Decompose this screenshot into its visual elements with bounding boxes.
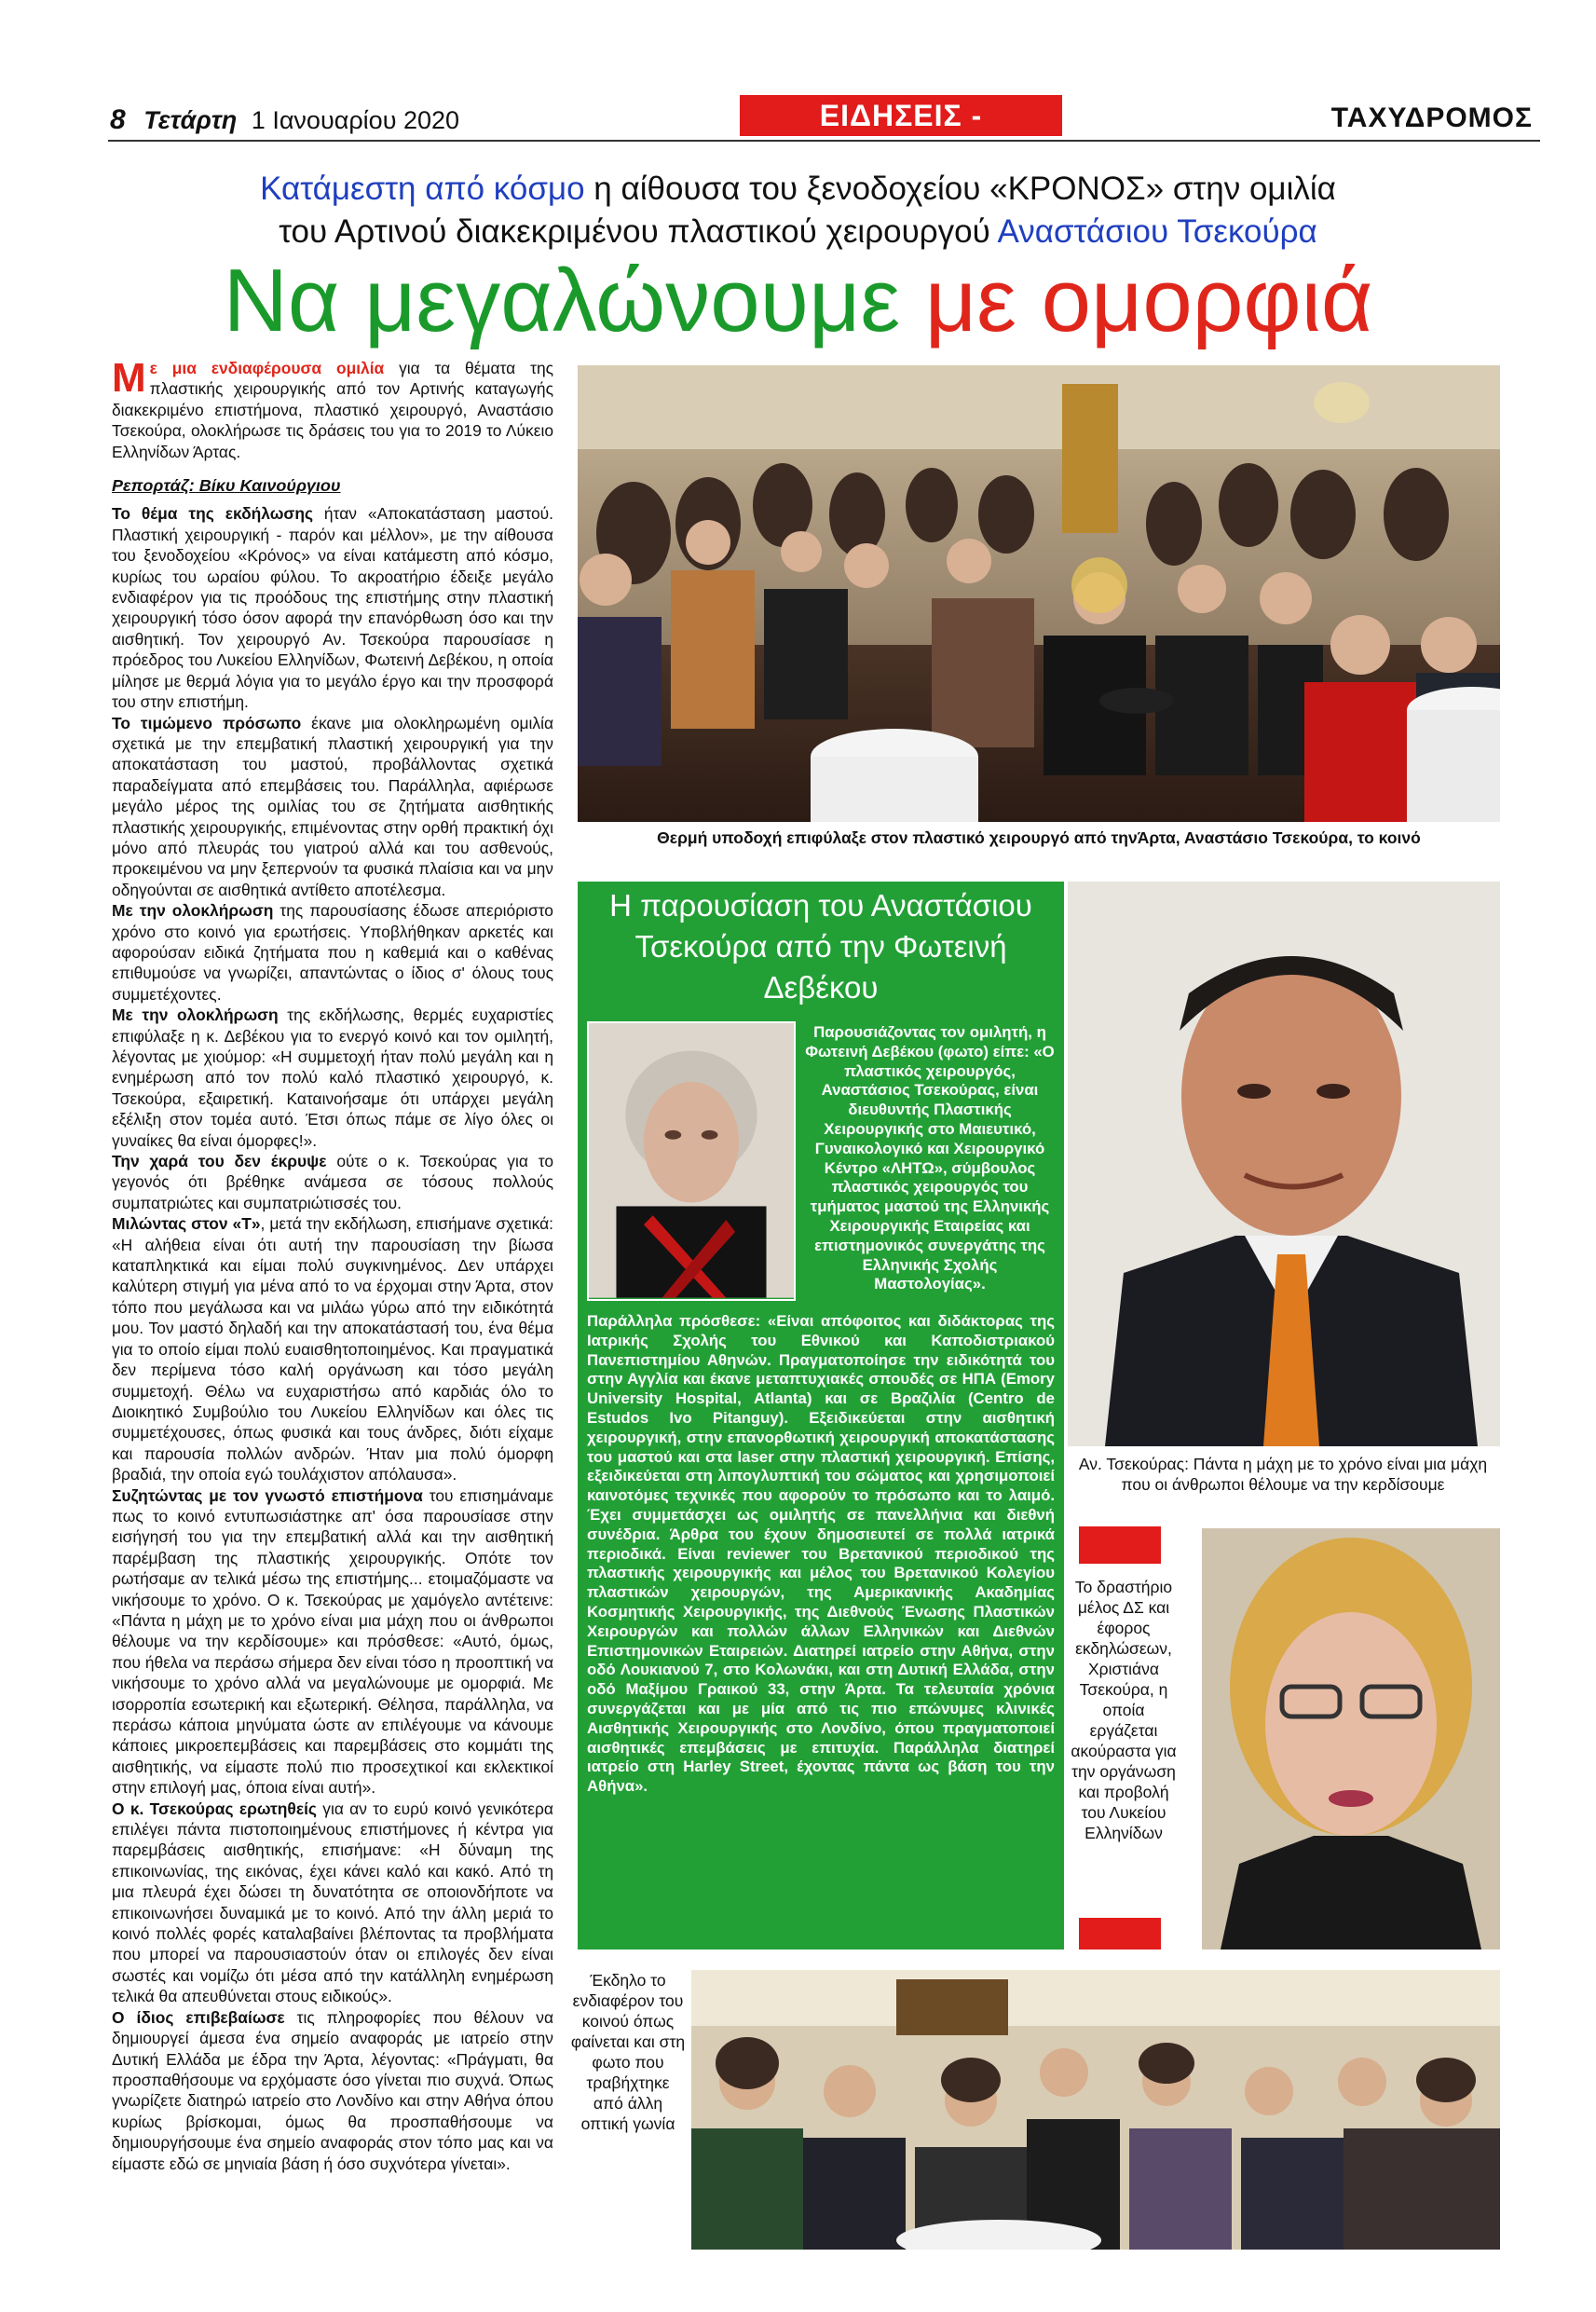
headline-green: Να μεγαλώνουμε	[223, 251, 901, 350]
article-paragraph	[112, 2007, 553, 2174]
page-number: 8	[110, 104, 126, 135]
kicker-rest-1: η αίθουσα του ξενοδοχείου «ΚΡΟΝΟΣ» στην ομιλία	[584, 171, 1336, 207]
paragraph-lead-in: Την χαρά του δεν έκρυψε	[112, 1152, 327, 1171]
kicker-blue-1: Κατάμεστη από κόσμο	[260, 171, 585, 207]
article-paragraph	[112, 1799, 553, 2007]
kicker-rest-2: του Αρτινού διακεκριμένου πλαστικού χειρουργού	[279, 213, 998, 250]
article-body	[112, 355, 554, 2174]
header-rule	[108, 140, 1540, 142]
header-date: 1 Ιανουαρίου 2020	[251, 106, 460, 134]
paragraph-lead-in: Το θέμα της εκδήλωσης	[112, 504, 313, 524]
drop-cap: Μ	[112, 355, 146, 401]
sidebar-green-box	[578, 882, 1064, 1949]
byline: Ρεπορτάζ: Βίκυ Καινούργιου	[112, 476, 341, 496]
article-paragraph	[112, 1213, 553, 1484]
paragraph-lead-in: Ο ίδιος επιβεβαίωσε	[112, 2007, 285, 2027]
headline	[93, 250, 1503, 352]
article-paragraph	[112, 1151, 553, 1213]
paragraph-text: της εκδήλωσης, θερμές ευχαριστίες επιφύλαξε η κ. Δεβέκου για το ενεργό κοινό και τον ομιλητή, λέγοντας με χιούμορ: «Η συμμετοχή ήταν πολύ μεγάλη και η ενημέρωση από τον πολύ καλό πλαστικό χειρουργό, κ. Τσεκούρα, εξαιρετική. Καταινοήσαμε ότι υπάρχει μεγάλη εξέλιξη στον τομέα αυτό. Έτσι όπως πάμε σε λίγο όλες οι γυναίκες θα είναι όμορφες!».	[112, 1006, 553, 1150]
paragraph-lead-in: Μιλώντας στον «Τ»	[112, 1214, 261, 1234]
audience-photo-2	[691, 1970, 1500, 2250]
article-lead	[112, 355, 553, 462]
article-paragraph	[112, 713, 553, 901]
christiana-photo	[1202, 1528, 1500, 1949]
paragraph-text: ούτε ο κ. Τσεκούρας για το γεγονός ότι βρέθηκε ανάμεσα σε τόσους πολλούς συμπατριώτες και συμπατριώτισσές του.	[112, 1152, 553, 1212]
page-header-left	[110, 104, 459, 136]
paragraph-text: έκανε μια ολοκληρωμένη ομιλία σχετικά με την επεμβατική πλαστική χειρουργική για την αποκατάσταση του μαστού, προβάλλοντας σχετικά παραδείγματα από επεμβάσεις του. Παράλληλα, αφιέρωσε μεγάλο μέρος της ομιλίας του σε ζητήματα αισθητικής πλαστικής χειρουργικής, επιμένοντας στην ορθή πρακτική όχι μόνο από πλευράς του γιατρού αλλά και του ασθενούς, προκειμένου να μην ξεπερνούν τα φυσικά πλαίσια και να μην οδηγούνται σε αισθητικά αντίθετο αποτέλεσμα.	[112, 713, 554, 899]
paragraph-lead-in: Το τιμώμενο πρόσωπο	[112, 713, 302, 732]
paragraph-lead-in: Με την ολοκλήρωση	[112, 1006, 279, 1025]
green-box-intro: Παρουσιάζοντας τον ομιλητή, η Φωτεινή Δεβέκου (φωτο) είπε: «Ο πλαστικός χειρουργός, Αναστάσιος Τσεκούρας, είναι διευθυντής Πλαστικής Χειρουργικής στο Μαιευτικό, Γυναικολογικό και Χειρουργικό Κέντρο «ΛΗΤΩ», σύμβουλος πλαστικός χειρουργός του τμήματος μαστού της Ελληνικής Χειρουργικής Εταιρείας και επιστημονικός συνεργάτης της Ελληνικής Σχολής Μαστολογίας».	[805, 1023, 1055, 1293]
section-label: ΕΙΔΗΣΕΙΣ - ΡΕΠΟΡΤΑΖ	[740, 95, 1062, 136]
green-box-bio: Παράλληλα πρόσθεσε: «Είναι απόφοιτος και διδάκτορας της Ιατρικής Σχολής του Εθνικού και Καποδιστριακού Πανεπιστημίου Αθηνών. Πραγματοποίησε την ειδικότητά του στην Αγγλία και έκανε μεταπτυχιακές σπουδές σε ΗΠΑ (Emory University Hospital, Atlanta) και σε Βραζιλία (Centro de Estudos Ivo Pitanguy). Εξειδικεύεται στην αισθητική χειρουργική, στην επανορθωτική χειρουργική αποκατάστασης του μαστού και στα laser στην πλαστική χειρουργική. Επίσης, εξειδικεύεται στη λιπογλυπτική του σώματος και χρησιμοποιεί καινοτόμες τεχνικές που αφορούν το πρόσωπο και το λαιμό. Έχει συμμετάσχει ως ομιλητής σε πανελλήνια και διεθνή συνέδρια. Άρθρα του έχουν δημοσιευτεί σε πολλά ιατρικά περιοδικά. Είναι reviewer του Βρετανικού περιοδικού της πλαστικής χειρουργικής και μέλος του Βρετανικού Κολεγίου πλαστικών χειρουργών, της Αμερικανικής Ακαδημίας Κοσμητικής Χειρουργικής, της Διεθνούς Ένωσης Πλαστικών Χειρουργών και πολλών άλλων Ελληνικών και Διεθνών Επιστημονικών Εταιρειών. Διατηρεί ιατρείο στην Αθήνα, στην οδό Λουκιανού 7, στο Κολωνάκι, και στη Δυτική Ελλάδα, στην οδό Μαξίμου Γραικού 33, στην Άρτα. Τα τελευταία χρόνια συνεργάζεται και με μία από τις πιο επώνυμες κλινικές Αισθητικής Χειρουργικής στο Λονδίνο, όπου πραγματοποιεί αισθητικές επεμβάσεις με επιτυχία. Παράλληλα διατηρεί ιατρείο στη Harley Street, έχοντας πάντα ως βάση του την Αθήνα».	[587, 1312, 1055, 1796]
red-accent-bar	[1079, 1526, 1161, 1564]
kicker-line-1	[93, 168, 1503, 211]
paragraph-text: του επισημάναμε πως το κοινό εντυπωσιάστηκε απ' όσα παρουσίασε στην εισήγησή του για την επεμβατική αλλά και την αισθητική παρέμβαση της πλαστικής χειρουργικής. Οπότε τον ρωτήσαμε αν τελικά μέσω της επιστήμης... ετοιμαζόμαστε να νικήσουμε το χρόνο. Ο κ. Τσεκούρας με χαμόγελο αντέτεινε: «Πάντα η μάχη με το χρόνο είναι μια μάχη που οι άνθρωποι θέλουμε να την κερδίσουμε» και πρόσθεσε: «Αυτό, όμως, που ήθελα να περάσω σήμερα δεν είναι τόσο η προοπτική να νικήσουμε το χρόνο αλλά να μεγαλώνουμε με ομορφιά. Με ισορροπία εσωτερική και εξωτερική. Θέλησα, παράλληλα, να περάσω κάποια μηνύματα ώστε αν επιλέγουμε να κάνουμε κάποιες μικροεπεμβάσεις και παρεμβάσεις στο κομμάτι της αισθητικής, να είμαστε πολύ πιο προσεχτικοί και εκλεκτικοί στην επιλογή μας, όποια είναι αυτή».	[112, 1485, 553, 1798]
caption-surgeon: Αν. Τσεκούρας: Πάντα η μάχη με το χρόνο είναι μια μάχη που οι άνθρωποι θέλουμε να την κερδίσουμε	[1078, 1455, 1488, 1494]
kicker-line-2	[93, 211, 1503, 253]
paragraph-text: για αν το ευρύ κοινό γενικότερα επιλέγει πάντα πιστοποιημένους επιστήμονες ή κέντρα για παρεμβάσεις αισθητικής, επισήμανε: «Η δύναμη της επικοινωνίας, της εικόνας, έχει κάνει καλό και κακό. Από τη μια πλευρά έχει δώσει τη δυνατότητα σε οποιονδήποτε να επικοινωνήσει δυναμικά με το κοινό. Από την άλλη μεριά το κοινό πολλές φορές καταλαβαίνει βλέποντας τα προβλήματα που μπορεί να παρουσιαστούν όταν οι επιλογές δεν είναι σωστές και νομίζω ότι μέσα από την κατάλληλη ενημέρωση τελικά θα απευθύνεται στους ειδικούς».	[112, 1799, 553, 2006]
surgeon-photo	[1068, 882, 1500, 1446]
paragraph-lead-in: Συζητώντας με τον γνωστό επιστήμονα	[112, 1485, 423, 1505]
article-paragraph	[112, 503, 553, 712]
audience-photo	[578, 365, 1500, 822]
caption-woman: Το δραστήριο μέλος ΔΣ και έφορος εκδηλώσεων, Χριστιάνα Τσεκούρα, η οποία εργάζεται ακούραστα για την οργάνωση και προβολή του Λυκείου Ελληνίδων	[1071, 1578, 1177, 1842]
lead-red-text: ε μια ενδιαφέρουσα ομιλία	[149, 359, 385, 377]
article-paragraphs	[112, 503, 553, 2174]
devekou-photo	[587, 1021, 796, 1301]
kicker-blue-2: Αναστάσιου Τσεκούρα	[997, 213, 1317, 250]
red-accent-bar-bottom	[1079, 1918, 1161, 1949]
paragraph-lead-in: Ο κ. Τσεκούρας ερωτηθείς	[112, 1799, 317, 1818]
paragraph-text: τις πληροφορίες που θέλουν να δημιουργεί άμεσα ένα σημείο αναφοράς με ιατρείο στην Δυτική Ελλάδα με έδρα την Άρτα, λέγοντας: «Πράγματι, θα προσπαθήσουμε να ερχόμαστε όσο γίνεται πιο συχνά. Όπως γνωρίζετε διατηρώ ιατρείο στο Λονδίνο και στην Αθήνα όπου κυρίως βρίσκομαι, όμως θα προσπαθήσουμε να δημιουργήσουμε ένα σημείο αναφοράς στον τόπο μας και να είμαστε εδώ σε μηνιαία βάση ή όσο συχνότερα γίνεται».	[112, 2007, 554, 2173]
newspaper-name: ΤΑΧΥΔΡΟΜΟΣ	[1330, 103, 1533, 133]
paragraph-text: ήταν «Αποκατάσταση μαστού. Πλαστική χειρουργική - παρόν και μέλλον», με την αίθουσα του ξενοδοχείου «Κρόνος» να είναι κατάμεστη από κόσμο, κυρίως του ωραίου φύλου. Το ακροατήριο έδειξε μεγάλο ενδιαφέρον για τις προόδους της επιστήμης στην πλαστική χειρουργική τόσο όσον αφορά την επανόρθωση όσο και την αισθητική. Τον χειρουργό Αν. Τσεκούρα παρουσίασε η πρόεδρος του Λυκείου Ελληνίδων, Φωτεινή Δεβέκου, η οποία μίλησε με θερμά λόγια για το μεγάλο έργο και την προσφορά του στην επιστήμη.	[112, 504, 553, 712]
article-paragraph	[112, 1005, 553, 1151]
green-box-title: Η παρουσίαση του Αναστάσιου Τσεκούρα από την Φωτεινή Δεβέκου	[609, 888, 1032, 1005]
lead-text: για τα θέματα της πλαστικής χειρουργικής από τον Αρτινής καταγωγής διακεκριμένο επιστήμονα, πλαστικό χειρουργό, Αναστάσιο Τσεκούρα, ολοκλήρωσε τις δράσεις του για το 2019 το Λύκειο Ελληνίδων Άρτας.	[112, 359, 553, 461]
article-paragraph	[112, 900, 553, 1005]
article-paragraph	[112, 1485, 553, 1799]
headline-red: με ομορφιά	[924, 251, 1373, 350]
header-day: Τετάρτη	[143, 106, 238, 134]
paragraph-text: , μετά την εκδήλωση, επισήμανε σχετικά: «Η αλήθεια είναι ότι αυτή την παρουσίαση την βίωσα καταπληκτικά και είμαι πολύ συγκινημένος. Δεν υπάρχει καλύτερη στιγμή για μένα από το να έρχομαι στην Άρτα, στον τόπο που μεγάλωσα και να μιλάω γύρω από την ειδικότητά μου. Τον μαστό δηλαδή και την αποκατάστασή του, ένα θέμα για το οποίο είμαι πολύ ευαισθητοποιημένος. Και πραγματικά δεν περίμενα τόσο καλή οργάνωση και τόσο μεγάλη συμμετοχή. Θέλω να ευχαριστήσω από καρδιάς όλο το Διοικητικό Συμβούλιο του Λυκείου Ελληνίδων και όλες τις συμμετέχουσες, όπως φυσικά και τους άνδρες, διότι είχαμε και παρουσία πολλών ανδρών. Ήταν μια πολύ όμορφη βραδιά, την οποία εγώ τουλάχιστον απόλαυσα».	[112, 1214, 553, 1484]
paragraph-text: της παρουσίασης έδωσε απεριόριστο χρόνο στο κοινό για ερωτήσεις. Υποβλήθηκαν αρκετές και αφορούσαν ειδικά ζητήματα που η καθεμιά και ο καθένας επιθυμούσε να γνωρίζει, απαντώντας ο ίδιος σ' όλους τους συμμετέχοντες.	[112, 901, 553, 1004]
caption-bottom: Έκδηλο το ενδιαφέρον του κοινού όπως φαίνεται και στη φωτο που τραβήχτηκε από άλλη οπτική γωνία	[570, 1971, 686, 2133]
caption-audience: Θερμή υποδοχή επιφύλαξε στον πλαστικό χειρουργό από τηνΆρτα, Αναστάσιο Τσεκούρα, το κοινό	[657, 828, 1421, 847]
paragraph-lead-in: Με την ολοκλήρωση	[112, 901, 274, 921]
